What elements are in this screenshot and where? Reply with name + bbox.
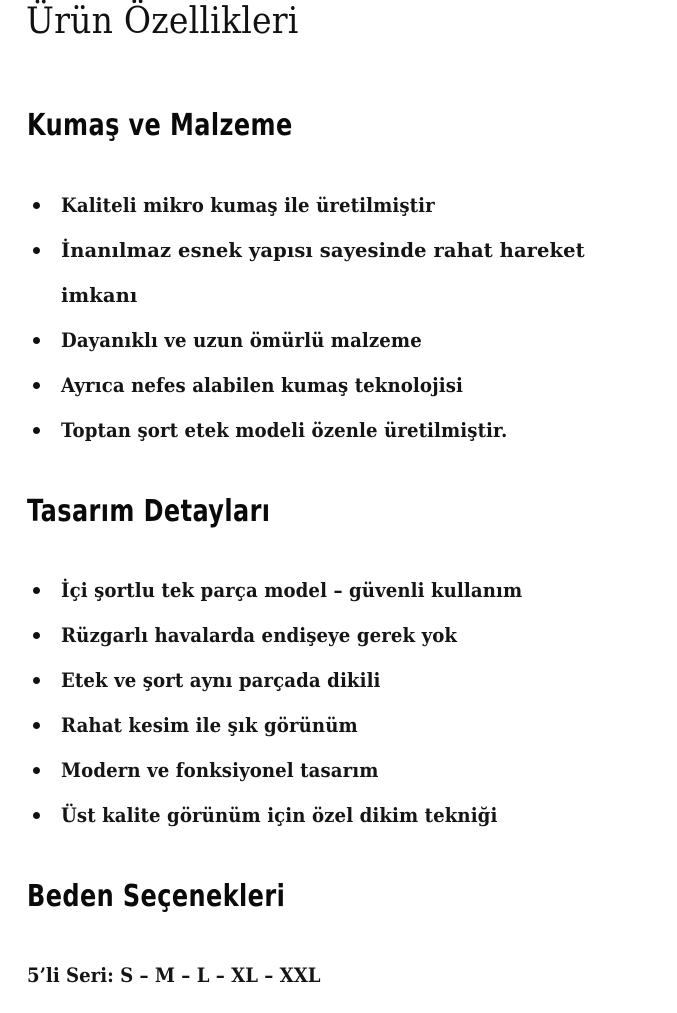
list-item-text: Modern ve fonksiyonel tasarım bbox=[61, 759, 379, 782]
section-heading-fabric: Kumaş ve Malzeme bbox=[27, 108, 293, 143]
bullet-icon bbox=[32, 613, 40, 658]
list-item-text: Toptan şort etek modeli özenle üretilmiştir. bbox=[61, 419, 508, 442]
list-item-text: Ayrıca nefes alabilen kumaş teknolojisi bbox=[61, 374, 464, 397]
design-feature-list bbox=[0, 568, 677, 838]
list-item-text: İnanılmaz esnek yapısı sayesinde rahat hareket imkanı bbox=[61, 239, 585, 307]
list-item bbox=[0, 658, 677, 703]
page-title: Ürün Özellikleri bbox=[26, 1, 299, 42]
list-item bbox=[0, 613, 677, 658]
list-item-text: Rüzgarlı havalarda endişeye gerek yok bbox=[61, 624, 458, 647]
list-item bbox=[0, 408, 677, 453]
fabric-feature-list bbox=[0, 183, 677, 453]
bullet-icon bbox=[32, 318, 40, 363]
bullet-icon bbox=[32, 703, 40, 748]
bullet-icon bbox=[32, 793, 40, 838]
bullet-icon bbox=[32, 748, 40, 793]
bullet-icon bbox=[32, 183, 40, 228]
size-options bbox=[27, 960, 321, 992]
bullet-icon bbox=[32, 228, 40, 273]
bullet-icon bbox=[32, 658, 40, 703]
list-item-text: Rahat kesim ile şık görünüm bbox=[61, 714, 358, 737]
bullet-icon bbox=[32, 568, 40, 613]
list-item-text: Dayanıklı ve uzun ömürlü malzeme bbox=[61, 329, 422, 352]
list-item-text: Etek ve şort aynı parçada dikili bbox=[61, 669, 381, 692]
list-item bbox=[0, 318, 677, 363]
size-values: S – M – L – XL – XXL bbox=[120, 964, 321, 987]
list-item-text: İçi şortlu tek parça model – güvenli kullanım bbox=[61, 579, 523, 602]
list-item-text: Kaliteli mikro kumaş ile üretilmiştir bbox=[61, 194, 435, 217]
list-item-text: Üst kalite görünüm için özel dikim tekniği bbox=[61, 804, 498, 827]
list-item bbox=[0, 703, 677, 748]
list-item bbox=[0, 363, 677, 408]
section-heading-design: Tasarım Detayları bbox=[27, 494, 271, 529]
bullet-icon bbox=[32, 408, 40, 453]
list-item bbox=[0, 793, 677, 838]
bullet-icon bbox=[32, 363, 40, 408]
list-item bbox=[0, 748, 677, 793]
list-item bbox=[0, 183, 677, 228]
section-heading-sizes: Beden Seçenekleri bbox=[27, 879, 286, 914]
list-item bbox=[0, 568, 677, 613]
list-item bbox=[0, 228, 677, 318]
size-series-label: 5’li Seri: bbox=[27, 964, 114, 987]
